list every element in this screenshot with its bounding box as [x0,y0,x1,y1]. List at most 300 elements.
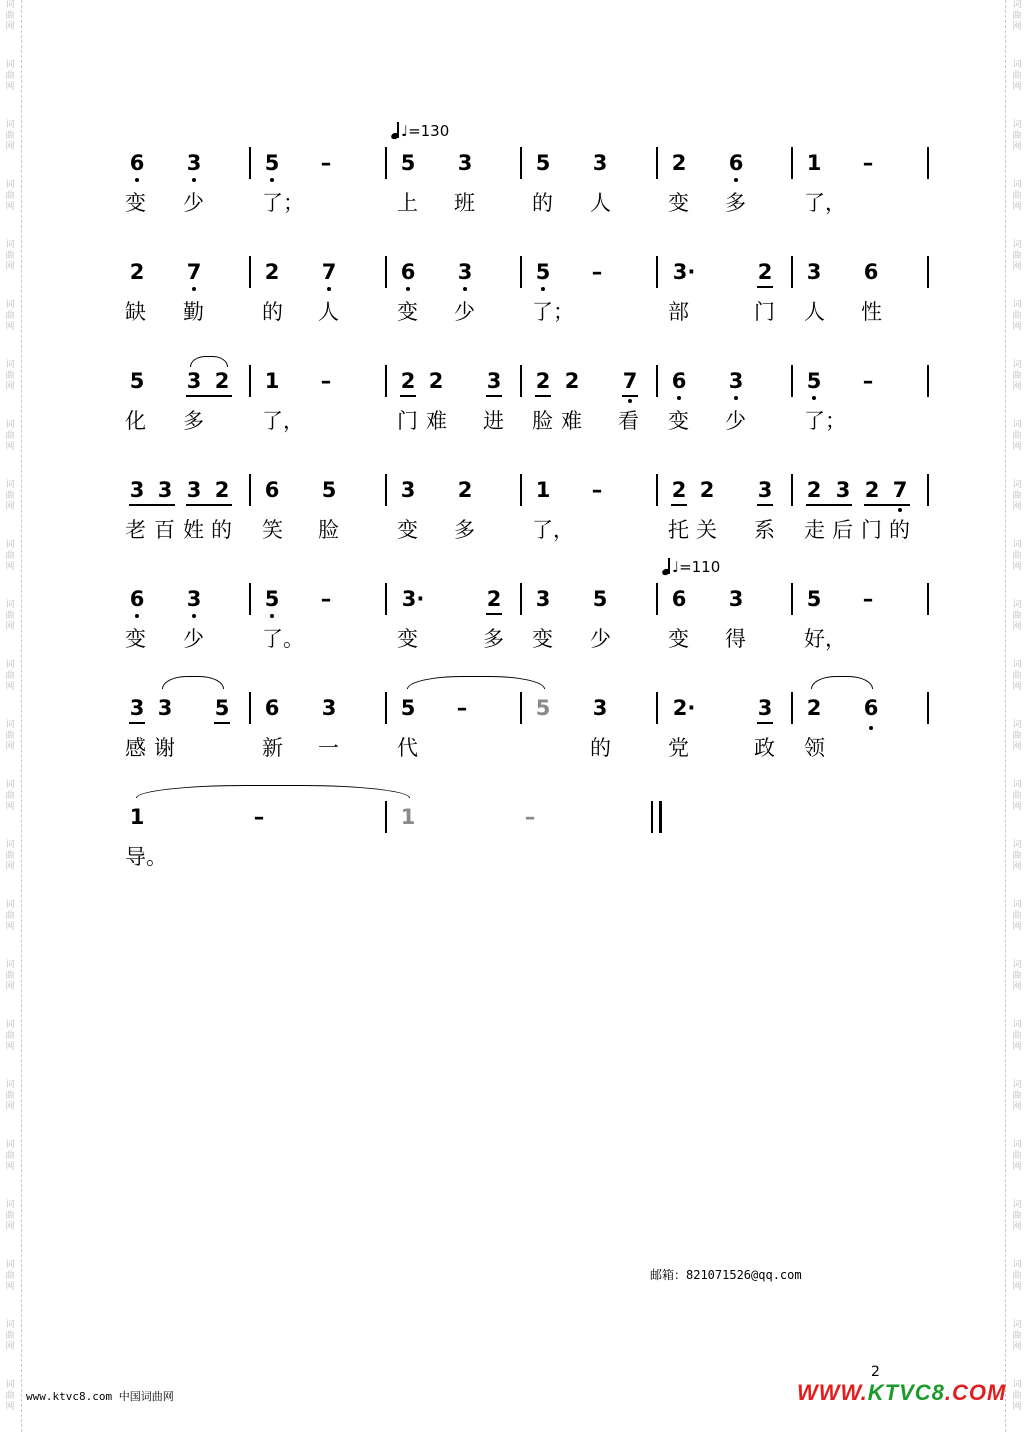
watermark-glyph: 曲 [1012,551,1022,561]
note: 3 [157,478,173,502]
note: 2 [671,478,687,502]
lyric: 门 [754,300,775,324]
watermark-glyph: 网 [5,742,15,752]
note: 7 [186,260,202,284]
watermark-glyph: 曲 [5,611,15,621]
watermark-glyph: 曲 [5,1331,15,1341]
watermark-glyph: 词 [1012,1140,1022,1150]
watermark-glyph: 网 [1012,1222,1022,1232]
note: 2 [129,260,145,284]
note: 5 [264,151,280,175]
watermark-glyph: 曲 [1012,431,1022,441]
watermark-glyph: 词 [5,360,15,370]
note: – [591,260,603,284]
note: 3 [592,151,608,175]
lyric: 笑 [262,518,283,542]
watermark-glyph: 网 [5,82,15,92]
watermark-glyph: 曲 [5,311,15,321]
watermark-glyph: 网 [5,22,15,32]
watermark-glyph: 曲 [5,731,15,741]
lyric: 变 [125,627,146,651]
watermark-glyph: 网 [1012,862,1022,872]
watermark-glyph: 曲 [1012,11,1022,21]
lyric: 变 [125,191,146,215]
lyric: 人 [804,300,825,324]
note: 5 [592,587,608,611]
lyric: 后 [832,518,853,542]
watermark-glyph: 曲 [5,1391,15,1401]
lyric: 变 [397,300,418,324]
watermark-glyph: 曲 [1012,791,1022,801]
lyric: 得 [725,627,746,651]
lyric: 好， [804,627,846,651]
lyric: 勤 [183,300,204,324]
watermark-glyph: 网 [5,1342,15,1352]
lyric: 变 [668,627,689,651]
watermark-glyph: 词 [1012,840,1022,850]
lyric: 了。 [262,627,304,651]
watermark-glyph: 词 [5,420,15,430]
note: 3 [486,369,502,393]
watermark-glyph: 词 [1012,660,1022,670]
page-number: 2 [871,1364,880,1380]
watermark-glyph: 网 [1012,442,1022,452]
watermark-glyph: 网 [1012,202,1022,212]
watermark-glyph: 曲 [5,431,15,441]
note: 6 [863,260,879,284]
lyric: 人 [590,191,611,215]
note: 3 [186,478,202,502]
lyric: 多 [454,518,475,542]
lyric: 进 [483,409,504,433]
note: – [862,369,874,393]
watermark-glyph: 曲 [1012,851,1022,861]
watermark-glyph: 网 [1012,982,1022,992]
watermark-glyph: 网 [1012,382,1022,392]
watermark-glyph: 曲 [5,491,15,501]
note: – [456,696,468,720]
note: 5 [535,260,551,284]
watermark-glyph: 网 [5,1222,15,1232]
note: 2 [757,260,773,284]
watermark-glyph: 曲 [5,551,15,561]
watermark-glyph: 网 [5,322,15,332]
watermark-glyph: 网 [1012,682,1022,692]
watermark-glyph: 词 [5,960,15,970]
watermark-glyph: 曲 [1012,731,1022,741]
watermark-glyph: 网 [5,1402,15,1412]
watermark-glyph: 网 [1012,1342,1022,1352]
watermark-glyph: 网 [1012,802,1022,812]
lyric: 了， [804,191,846,215]
note: 2 [864,478,880,502]
lyric: 缺 [125,300,146,324]
watermark-glyph: 网 [1012,82,1022,92]
lyric: 脸 [318,518,339,542]
watermark-glyph: 网 [1012,262,1022,272]
note: 6 [264,696,280,720]
watermark-glyph: 词 [1012,120,1022,130]
note: 2 [400,369,416,393]
lyric: 性 [861,300,882,324]
watermark-glyph: 曲 [5,1271,15,1281]
watermark-glyph: 词 [5,180,15,190]
note: 6 [264,478,280,502]
watermark-glyph: 词 [1012,1260,1022,1270]
note: 3 [157,696,173,720]
lyric: 百 [154,518,175,542]
note: 1 [535,478,551,502]
note: 3 [186,369,202,393]
note: 5 [264,587,280,611]
watermark-glyph: 网 [5,1282,15,1292]
lyric: 少 [183,627,204,651]
note: 2 [806,478,822,502]
note: 3 [321,696,337,720]
watermark-glyph: 网 [1012,562,1022,572]
watermark-glyph: 词 [1012,0,1022,10]
note: 2 [564,369,580,393]
watermark-glyph: 曲 [1012,1031,1022,1041]
watermark-glyph: 曲 [5,671,15,681]
watermark-glyph: 词 [5,1140,15,1150]
lyric: 托 [668,518,689,542]
note: 3 [835,478,851,502]
note: 3· [401,587,425,611]
watermark-glyph: 词 [5,1380,15,1390]
watermark-glyph: 曲 [1012,1091,1022,1101]
note: 1 [129,805,145,829]
lyric: 姓 [183,518,204,542]
watermark-glyph: 网 [1012,1162,1022,1172]
watermark-glyph: 词 [1012,300,1022,310]
note: 5 [129,369,145,393]
watermark-glyph: 曲 [1012,611,1022,621]
watermark-glyph: 曲 [5,791,15,801]
lyric: 少 [590,627,611,651]
note: 3 [186,587,202,611]
note: 7 [892,478,908,502]
lyric: 多 [725,191,746,215]
watermark-glyph: 曲 [1012,1391,1022,1401]
watermark-glyph: 词 [1012,1200,1022,1210]
watermark-glyph: 词 [1012,180,1022,190]
note: – [591,478,603,502]
note: 6 [400,260,416,284]
lyric: 少 [454,300,475,324]
note: 1 [264,369,280,393]
note: 2 [457,478,473,502]
note: 5 [535,151,551,175]
lyric: 政 [754,736,775,760]
logo-part: .COM [944,1380,1007,1405]
watermark-glyph: 曲 [5,911,15,921]
note: 3 [457,260,473,284]
watermark-glyph: 网 [5,202,15,212]
watermark-glyph: 网 [5,1042,15,1052]
lyric: 脸 [532,409,553,433]
contact-email: 邮箱：821071526@qq.com [650,1268,802,1282]
lyric: 领 [804,736,825,760]
watermark-glyph: 词 [5,1200,15,1210]
watermark-glyph: 曲 [1012,191,1022,201]
watermark-glyph: 网 [5,1162,15,1172]
lyric: 谢 [154,736,175,760]
watermark-glyph: 网 [1012,922,1022,932]
lyric: 难 [561,409,582,433]
note: 1 [400,805,416,829]
note: 5 [806,369,822,393]
lyric: 变 [397,627,418,651]
watermark-glyph: 词 [5,840,15,850]
watermark-glyph: 网 [1012,742,1022,752]
watermark-glyph: 网 [5,982,15,992]
watermark-glyph: 曲 [1012,311,1022,321]
note: – [253,805,265,829]
note: 5 [321,478,337,502]
note: 1 [806,151,822,175]
watermark-glyph: 词 [5,480,15,490]
note: 3 [129,696,145,720]
watermark-glyph: 曲 [1012,1331,1022,1341]
watermark-glyph: 网 [5,142,15,152]
right-margin-line [1005,0,1006,1432]
watermark-glyph: 曲 [1012,251,1022,261]
lyric: 看 [618,409,639,433]
logo-part: KTVC8 [867,1380,945,1405]
watermark-glyph: 曲 [5,1091,15,1101]
note: 2· [672,696,696,720]
note: 2 [699,478,715,502]
note: 3 [186,151,202,175]
watermark-glyph: 曲 [5,971,15,981]
watermark-glyph: 网 [5,922,15,932]
note: 3 [457,151,473,175]
lyric: 上 [397,191,418,215]
lyric: 难 [426,409,447,433]
watermark-glyph: 曲 [1012,911,1022,921]
watermark-glyph: 网 [1012,1042,1022,1052]
note: 3 [592,696,608,720]
watermark-glyph: 词 [5,540,15,550]
watermark-glyph: 曲 [1012,1211,1022,1221]
watermark-glyph: 词 [5,1020,15,1030]
lyric: 一 [318,736,339,760]
lyric: 了， [532,518,574,542]
watermark-glyph: 词 [5,1320,15,1330]
watermark-glyph: 词 [1012,600,1022,610]
watermark-glyph: 网 [5,502,15,512]
note: – [320,587,332,611]
lyric: 了； [532,300,574,324]
watermark-glyph: 词 [1012,1320,1022,1330]
watermark-glyph: 网 [5,862,15,872]
watermark-glyph: 网 [1012,322,1022,332]
watermark-glyph: 曲 [1012,971,1022,981]
watermark-glyph: 词 [5,300,15,310]
note: 5 [535,696,551,720]
watermark-glyph: 网 [5,442,15,452]
note: 3 [728,369,744,393]
note: 2 [671,151,687,175]
note: 3 [535,587,551,611]
watermark-glyph: 词 [1012,480,1022,490]
lyric: 代 [397,736,418,760]
logo-part: WWW. [797,1380,868,1405]
lyric: 新 [262,736,283,760]
watermark-glyph: 曲 [1012,1151,1022,1161]
lyric: 感 [125,736,146,760]
watermark-glyph: 曲 [5,11,15,21]
watermark-glyph: 词 [5,1080,15,1090]
lyric: 的 [532,191,553,215]
note: 2 [214,478,230,502]
watermark-glyph: 词 [5,240,15,250]
lyric: 班 [454,191,475,215]
watermark-glyph: 网 [1012,622,1022,632]
watermark-glyph: 曲 [1012,71,1022,81]
watermark-glyph: 词 [1012,720,1022,730]
watermark-glyph: 词 [1012,780,1022,790]
lyric: 门 [861,518,882,542]
watermark-glyph: 网 [1012,1282,1022,1292]
note: 3 [806,260,822,284]
watermark-glyph: 词 [1012,420,1022,430]
watermark-glyph: 曲 [5,1151,15,1161]
watermark-glyph: 曲 [5,131,15,141]
lyric: 多 [183,409,204,433]
note: 6 [863,696,879,720]
watermark-glyph: 词 [5,60,15,70]
watermark-glyph: 曲 [5,851,15,861]
lyric: 了； [804,409,846,433]
watermark-glyph: 词 [5,720,15,730]
note: 3· [672,260,696,284]
note: 7 [622,369,638,393]
watermark-glyph: 曲 [1012,131,1022,141]
site-footer-text: www.ktvc8.com 中国词曲网 [26,1390,174,1403]
lyric: 化 [125,409,146,433]
watermark-glyph: 网 [1012,142,1022,152]
note: 6 [129,151,145,175]
note: 3 [129,478,145,502]
note: 2 [806,696,822,720]
watermark-glyph: 词 [1012,1020,1022,1030]
watermark-glyph: 曲 [1012,491,1022,501]
watermark-glyph: 词 [1012,900,1022,910]
note: – [862,151,874,175]
note: 2 [535,369,551,393]
lyric: 了， [262,409,304,433]
lyric: 多 [483,627,504,651]
watermark-glyph: 词 [1012,1380,1022,1390]
watermark-glyph: 词 [1012,360,1022,370]
note: 7 [321,260,337,284]
watermark-glyph: 曲 [5,1211,15,1221]
watermark-glyph: 曲 [1012,1271,1022,1281]
lyric: 变 [668,409,689,433]
site-logo [797,1380,1006,1406]
watermark-glyph: 曲 [1012,371,1022,381]
lyric: 老 [125,518,146,542]
watermark-glyph: 词 [1012,540,1022,550]
lyric: 的 [590,736,611,760]
watermark-glyph: 网 [5,382,15,392]
watermark-glyph: 网 [5,562,15,572]
lyric: 人 [318,300,339,324]
lyric: 变 [397,518,418,542]
watermark-glyph: 词 [1012,960,1022,970]
watermark-glyph: 网 [5,682,15,692]
lyric: 门 [397,409,418,433]
watermark-glyph: 网 [1012,1102,1022,1112]
watermark-glyph: 网 [1012,1402,1022,1412]
watermark-glyph: 网 [1012,22,1022,32]
lyric: 变 [668,191,689,215]
lyric: 导。 [125,845,167,869]
left-margin-line [21,0,22,1432]
note: – [320,369,332,393]
note: 6 [129,587,145,611]
note: 2 [264,260,280,284]
note: 3 [400,478,416,502]
watermark-glyph: 曲 [5,71,15,81]
watermark-glyph: 词 [5,0,15,10]
note: – [320,151,332,175]
note: 2 [486,587,502,611]
watermark-glyph: 词 [5,120,15,130]
watermark-glyph: 网 [1012,502,1022,512]
lyric: 少 [183,191,204,215]
watermark-glyph: 词 [5,900,15,910]
watermark-glyph: 网 [5,622,15,632]
watermark-glyph: 曲 [1012,671,1022,681]
watermark-glyph: 网 [5,262,15,272]
watermark-glyph: 词 [5,660,15,670]
lyric: 变 [532,627,553,651]
note: 5 [400,151,416,175]
lyric: 少 [725,409,746,433]
lyric: 的 [262,300,283,324]
watermark-glyph: 曲 [5,191,15,201]
lyric: 部 [668,300,689,324]
lyric: 系 [754,518,775,542]
watermark-glyph: 词 [5,1260,15,1270]
note: 5 [806,587,822,611]
note: 2 [428,369,444,393]
note: 3 [757,696,773,720]
lyric: 走 [804,518,825,542]
note: 6 [671,587,687,611]
watermark-glyph: 曲 [5,1031,15,1041]
right-watermark-strip [1010,0,1024,1432]
watermark-glyph: 曲 [5,251,15,261]
watermark-glyph: 词 [1012,1080,1022,1090]
watermark-glyph: 词 [5,600,15,610]
note: 2 [214,369,230,393]
watermark-glyph: 网 [5,802,15,812]
watermark-glyph: 网 [5,1102,15,1112]
lyric: 关 [696,518,717,542]
left-watermark-strip [3,0,17,1432]
note: 6 [671,369,687,393]
note: – [862,587,874,611]
note: – [524,805,536,829]
note: 6 [728,151,744,175]
lyric: 的 [211,518,232,542]
watermark-glyph: 词 [1012,240,1022,250]
lyric: 的 [889,518,910,542]
